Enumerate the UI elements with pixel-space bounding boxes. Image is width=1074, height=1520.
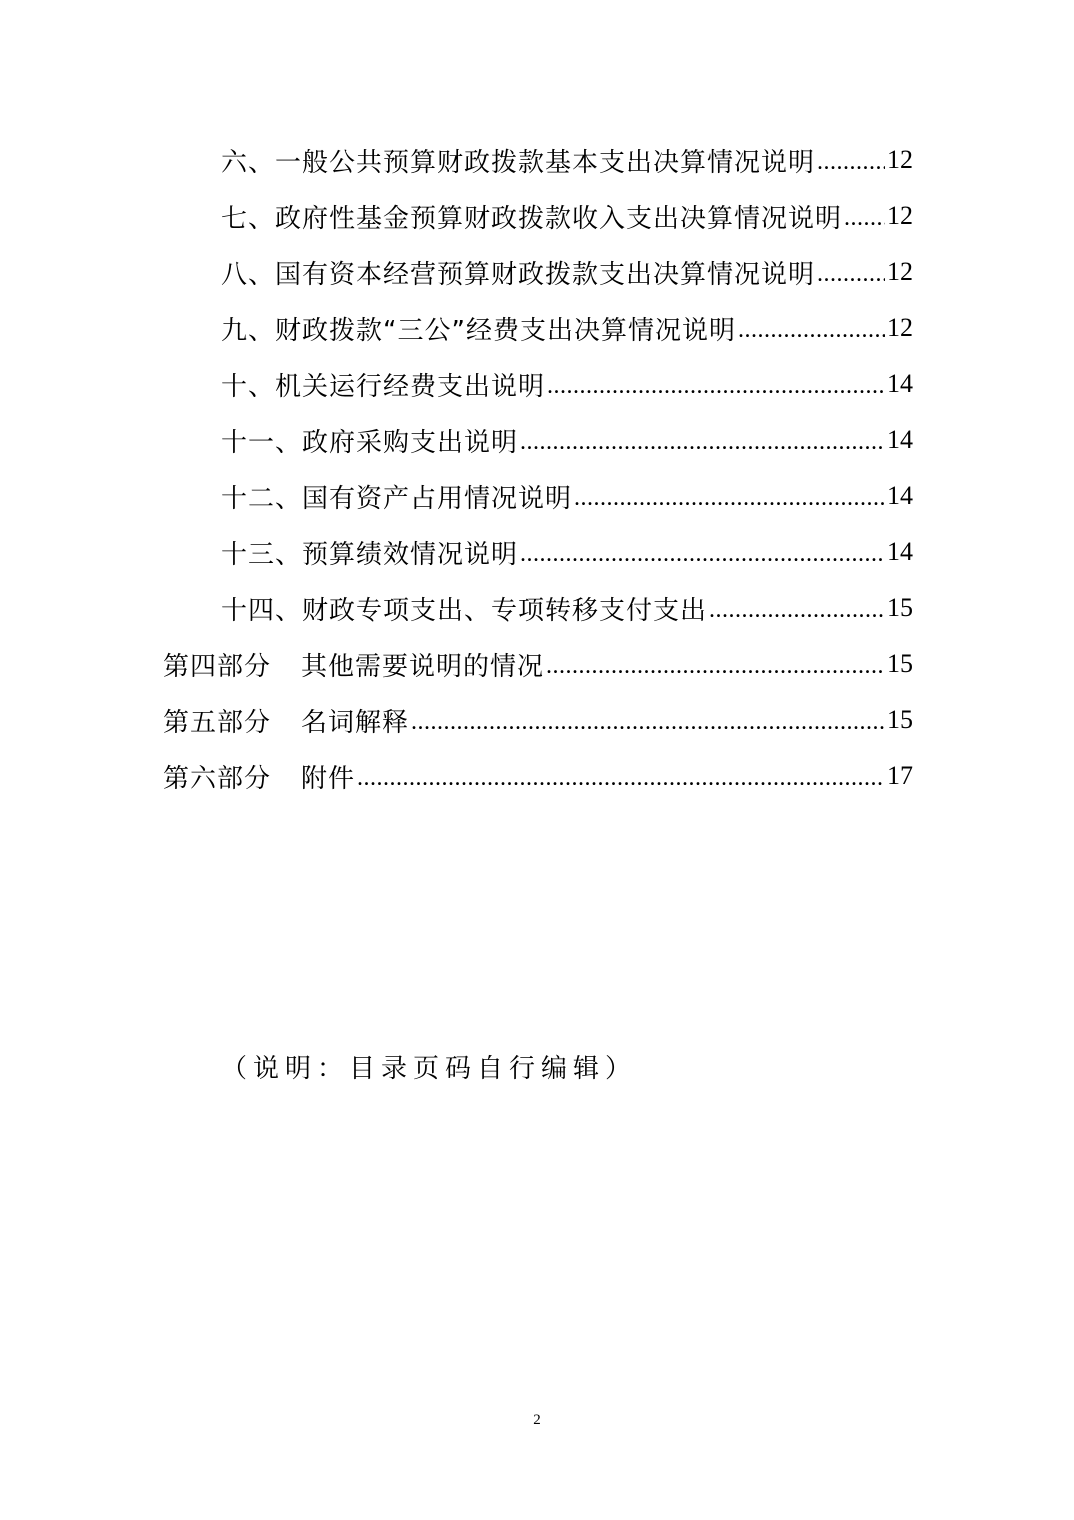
- toc-entry[interactable]: [221, 244, 913, 300]
- toc-entry[interactable]: [221, 524, 913, 580]
- toc-entry-title: 十一、政府采购支出说明: [221, 427, 519, 458]
- toc-entry[interactable]: [221, 300, 913, 356]
- toc-entry-page: 12: [887, 257, 913, 286]
- toc-dot-leader: [546, 654, 885, 678]
- toc-part-entry[interactable]: [163, 692, 913, 748]
- toc-entry[interactable]: [221, 468, 913, 524]
- toc-entry-title: 十二、国有资产占用情况说明: [221, 483, 573, 514]
- toc-dot-leader: [844, 206, 885, 230]
- toc-entry-title: 名词解释: [301, 707, 410, 738]
- toc-entry-title: 十三、预算绩效情况说明: [221, 539, 519, 570]
- page-number: 2: [533, 1412, 541, 1428]
- toc-entry-title: 十、机关运行经费支出说明: [221, 371, 546, 402]
- toc-entry-title: 附件: [301, 763, 356, 794]
- toc-dot-leader: [520, 542, 885, 566]
- toc-entry-page: 14: [887, 481, 913, 510]
- toc-entry-page: 15: [887, 705, 913, 734]
- toc-entry-title: 八、国有资本经营预算财政拨款支出决算情况说明: [221, 259, 816, 290]
- toc-entry-page: 12: [887, 201, 913, 230]
- toc-entry-page: 15: [887, 593, 913, 622]
- toc-part-label: 第六部分: [163, 763, 272, 794]
- toc-entry[interactable]: [221, 412, 913, 468]
- toc-entry-page: 14: [887, 425, 913, 454]
- toc-entry-page: 17: [887, 761, 913, 790]
- toc-part-entry[interactable]: [163, 748, 913, 804]
- toc-part-label: 第四部分: [163, 651, 272, 682]
- editing-note: （说明：目录页码自行编辑）: [221, 1054, 638, 1084]
- toc-entry-title: 七、政府性基金预算财政拨款收入支出决算情况说明: [221, 203, 843, 234]
- toc-part-entry[interactable]: [163, 636, 913, 692]
- toc-entry[interactable]: [221, 356, 913, 412]
- toc-dot-leader: [547, 374, 885, 398]
- toc-dot-leader: [738, 318, 885, 342]
- toc-dot-leader: [709, 598, 885, 622]
- toc-entry-page: 12: [887, 313, 913, 342]
- toc-dot-leader: [574, 486, 885, 510]
- toc-dot-leader: [520, 430, 885, 454]
- toc-part-label: 第五部分: [163, 707, 272, 738]
- toc-entry[interactable]: [221, 132, 913, 188]
- toc-dot-leader: [357, 766, 885, 790]
- toc-entry-page: 12: [887, 145, 913, 174]
- toc-entry[interactable]: [221, 188, 913, 244]
- toc-entry-title: 九、财政拨款“三公”经费支出决算情况说明: [221, 315, 736, 346]
- toc-entry-title: 其他需要说明的情况: [301, 651, 545, 682]
- toc-dot-leader: [411, 710, 885, 734]
- toc-dot-leader: [817, 262, 885, 286]
- toc-entry-title: 十四、财政专项支出、专项转移支付支出: [221, 595, 708, 626]
- toc-entry-title: 六、一般公共预算财政拨款基本支出决算情况说明: [221, 147, 816, 178]
- toc-entry-page: 14: [887, 369, 913, 398]
- toc-dot-leader: [817, 150, 885, 174]
- toc-entry-page: 14: [887, 537, 913, 566]
- toc-entry-page: 15: [887, 649, 913, 678]
- toc-entry[interactable]: [221, 580, 913, 636]
